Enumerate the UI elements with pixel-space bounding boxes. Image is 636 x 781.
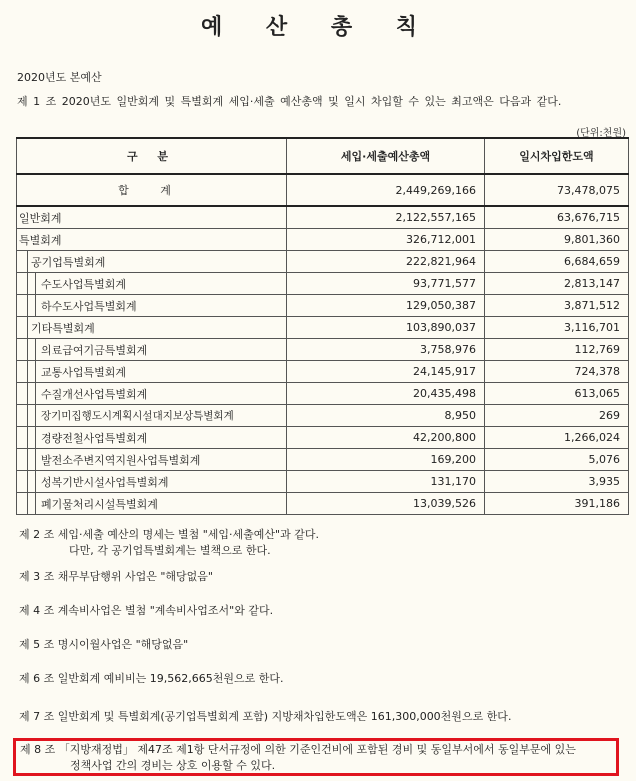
- row-name: 공기업특별회계: [31, 255, 106, 269]
- row-limit: 3,116,701: [485, 317, 629, 339]
- unit-label: (단위:천원): [576, 128, 626, 139]
- table-row: [17, 229, 629, 251]
- total-limit: 73,478,075: [485, 174, 629, 206]
- row-limit: 613,065: [485, 383, 629, 405]
- row-name: 수질개선사업특별회계: [41, 387, 148, 401]
- row-name-cell: [17, 251, 287, 273]
- table-row: [17, 493, 629, 515]
- row-limit: 1,266,024: [485, 427, 629, 449]
- row-budget: 13,039,526: [287, 493, 485, 515]
- article-3: 제 3 조 채무부담행위 사업은 "해당없음": [19, 570, 213, 583]
- row-name: 의료급여기금특별회계: [41, 343, 148, 357]
- article-5: 제 5 조 명시이월사업은 "해당없음": [19, 638, 189, 651]
- row-name: 하수도사업특별회계: [41, 299, 137, 313]
- total-label: 합 계: [17, 174, 287, 206]
- header-category: 구 분: [17, 138, 287, 174]
- row-limit: 5,076: [485, 449, 629, 471]
- row-name-cell: [17, 405, 287, 427]
- row-name: 발전소주변지역지원사업특별회계: [41, 453, 201, 467]
- article-8-line-2: 정책사업 간의 경비는 상호 이용할 수 있다.: [70, 759, 276, 772]
- table-row: [17, 471, 629, 493]
- row-budget: 326,712,001: [287, 229, 485, 251]
- row-budget: 169,200: [287, 449, 485, 471]
- row-limit: 391,186: [485, 493, 629, 515]
- budget-year-label: 2020년도 본예산: [17, 71, 102, 84]
- row-name: 폐기물처리시설특별회계: [41, 497, 158, 511]
- article-2-line-2: 다만, 각 공기업특별회계는 별책으로 한다.: [69, 544, 271, 557]
- row-limit: 9,801,360: [485, 229, 629, 251]
- row-name-cell: [17, 339, 287, 361]
- header-budget-total: 세입·세출예산총액: [287, 138, 485, 174]
- row-budget: 20,435,498: [287, 383, 485, 405]
- article-1: 제 1 조 2020년도 일반회계 및 특별회계 세입·세출 예산총액 및 일시 차입할 수 있는 최고액은 다음과 같다.: [17, 95, 562, 108]
- row-limit: 724,378: [485, 361, 629, 383]
- table-row: [17, 206, 629, 229]
- table-row-total: [17, 174, 629, 206]
- header-borrowing-limit: 일시차입한도액: [485, 138, 629, 174]
- row-budget: 222,821,964: [287, 251, 485, 273]
- row-name: 수도사업특별회계: [41, 277, 127, 291]
- row-budget: 24,145,917: [287, 361, 485, 383]
- table-row: [17, 383, 629, 405]
- row-name: 경량전철사업특별회계: [41, 431, 148, 445]
- row-budget: 42,200,800: [287, 427, 485, 449]
- article-7: 제 7 조 일반회계 및 특별회계(공기업특별회계 포함) 지방채차입한도액은 161,300,000천원으로 한다.: [19, 710, 512, 723]
- total-budget: 2,449,269,166: [287, 174, 485, 206]
- row-name-cell: [17, 471, 287, 493]
- budget-table: [16, 137, 629, 515]
- row-budget: 131,170: [287, 471, 485, 493]
- table-row: [17, 405, 629, 427]
- row-name-cell: [17, 383, 287, 405]
- row-limit: 6,684,659: [485, 251, 629, 273]
- row-name-cell: [17, 273, 287, 295]
- row-limit: 63,676,715: [485, 206, 629, 229]
- row-budget: 129,050,387: [287, 295, 485, 317]
- row-name-cell: [17, 493, 287, 515]
- row-limit: 3,871,512: [485, 295, 629, 317]
- row-limit: 2,813,147: [485, 273, 629, 295]
- article-4: 제 4 조 계속비사업은 별첨 "계속비사업조서"와 같다.: [19, 604, 274, 617]
- row-budget: 3,758,976: [287, 339, 485, 361]
- table-row: [17, 339, 629, 361]
- row-budget: 8,950: [287, 405, 485, 427]
- table-row: [17, 449, 629, 471]
- table-header-row: [17, 138, 629, 174]
- row-name: 교통사업특별회계: [41, 365, 127, 379]
- row-name-cell: [17, 361, 287, 383]
- article-2-line-1: 제 2 조 세입·세출 예산의 명세는 별첨 "세입·세출예산"과 같다.: [19, 528, 319, 541]
- table-row: [17, 251, 629, 273]
- row-name-cell: [17, 317, 287, 339]
- row-budget: 103,890,037: [287, 317, 485, 339]
- article-6: 제 6 조 일반회계 예비비는 19,562,665천원으로 한다.: [19, 672, 284, 685]
- row-name: 성복기반시설사업특별회계: [41, 475, 169, 489]
- row-name-cell: [17, 295, 287, 317]
- row-limit: 3,935: [485, 471, 629, 493]
- row-limit: 269: [485, 405, 629, 427]
- row-name: 특별회계: [17, 229, 287, 251]
- article-8-line-1: 제 8 조 「지방재정법」 제47조 제1항 단서규정에 의한 기준인건비에 포함된 경비 및 동일부서에서 동일부문에 있는: [20, 743, 576, 756]
- row-budget: 2,122,557,165: [287, 206, 485, 229]
- row-budget: 93,771,577: [287, 273, 485, 295]
- article-8-highlight-box: [13, 738, 619, 776]
- table-row: [17, 273, 629, 295]
- row-name: 장기미집행도시계획시설대지보상특별회계: [41, 410, 234, 422]
- row-name-cell: [17, 449, 287, 471]
- row-name: 일반회계: [17, 206, 287, 229]
- row-name-cell: [17, 427, 287, 449]
- page-title: 예 산 총 칙: [201, 15, 435, 40]
- article-2: [19, 527, 319, 559]
- table-row: [17, 317, 629, 339]
- table-row: [17, 427, 629, 449]
- row-limit: 112,769: [485, 339, 629, 361]
- table-row: [17, 295, 629, 317]
- row-name: 기타특별회계: [31, 321, 95, 335]
- table-row: [17, 361, 629, 383]
